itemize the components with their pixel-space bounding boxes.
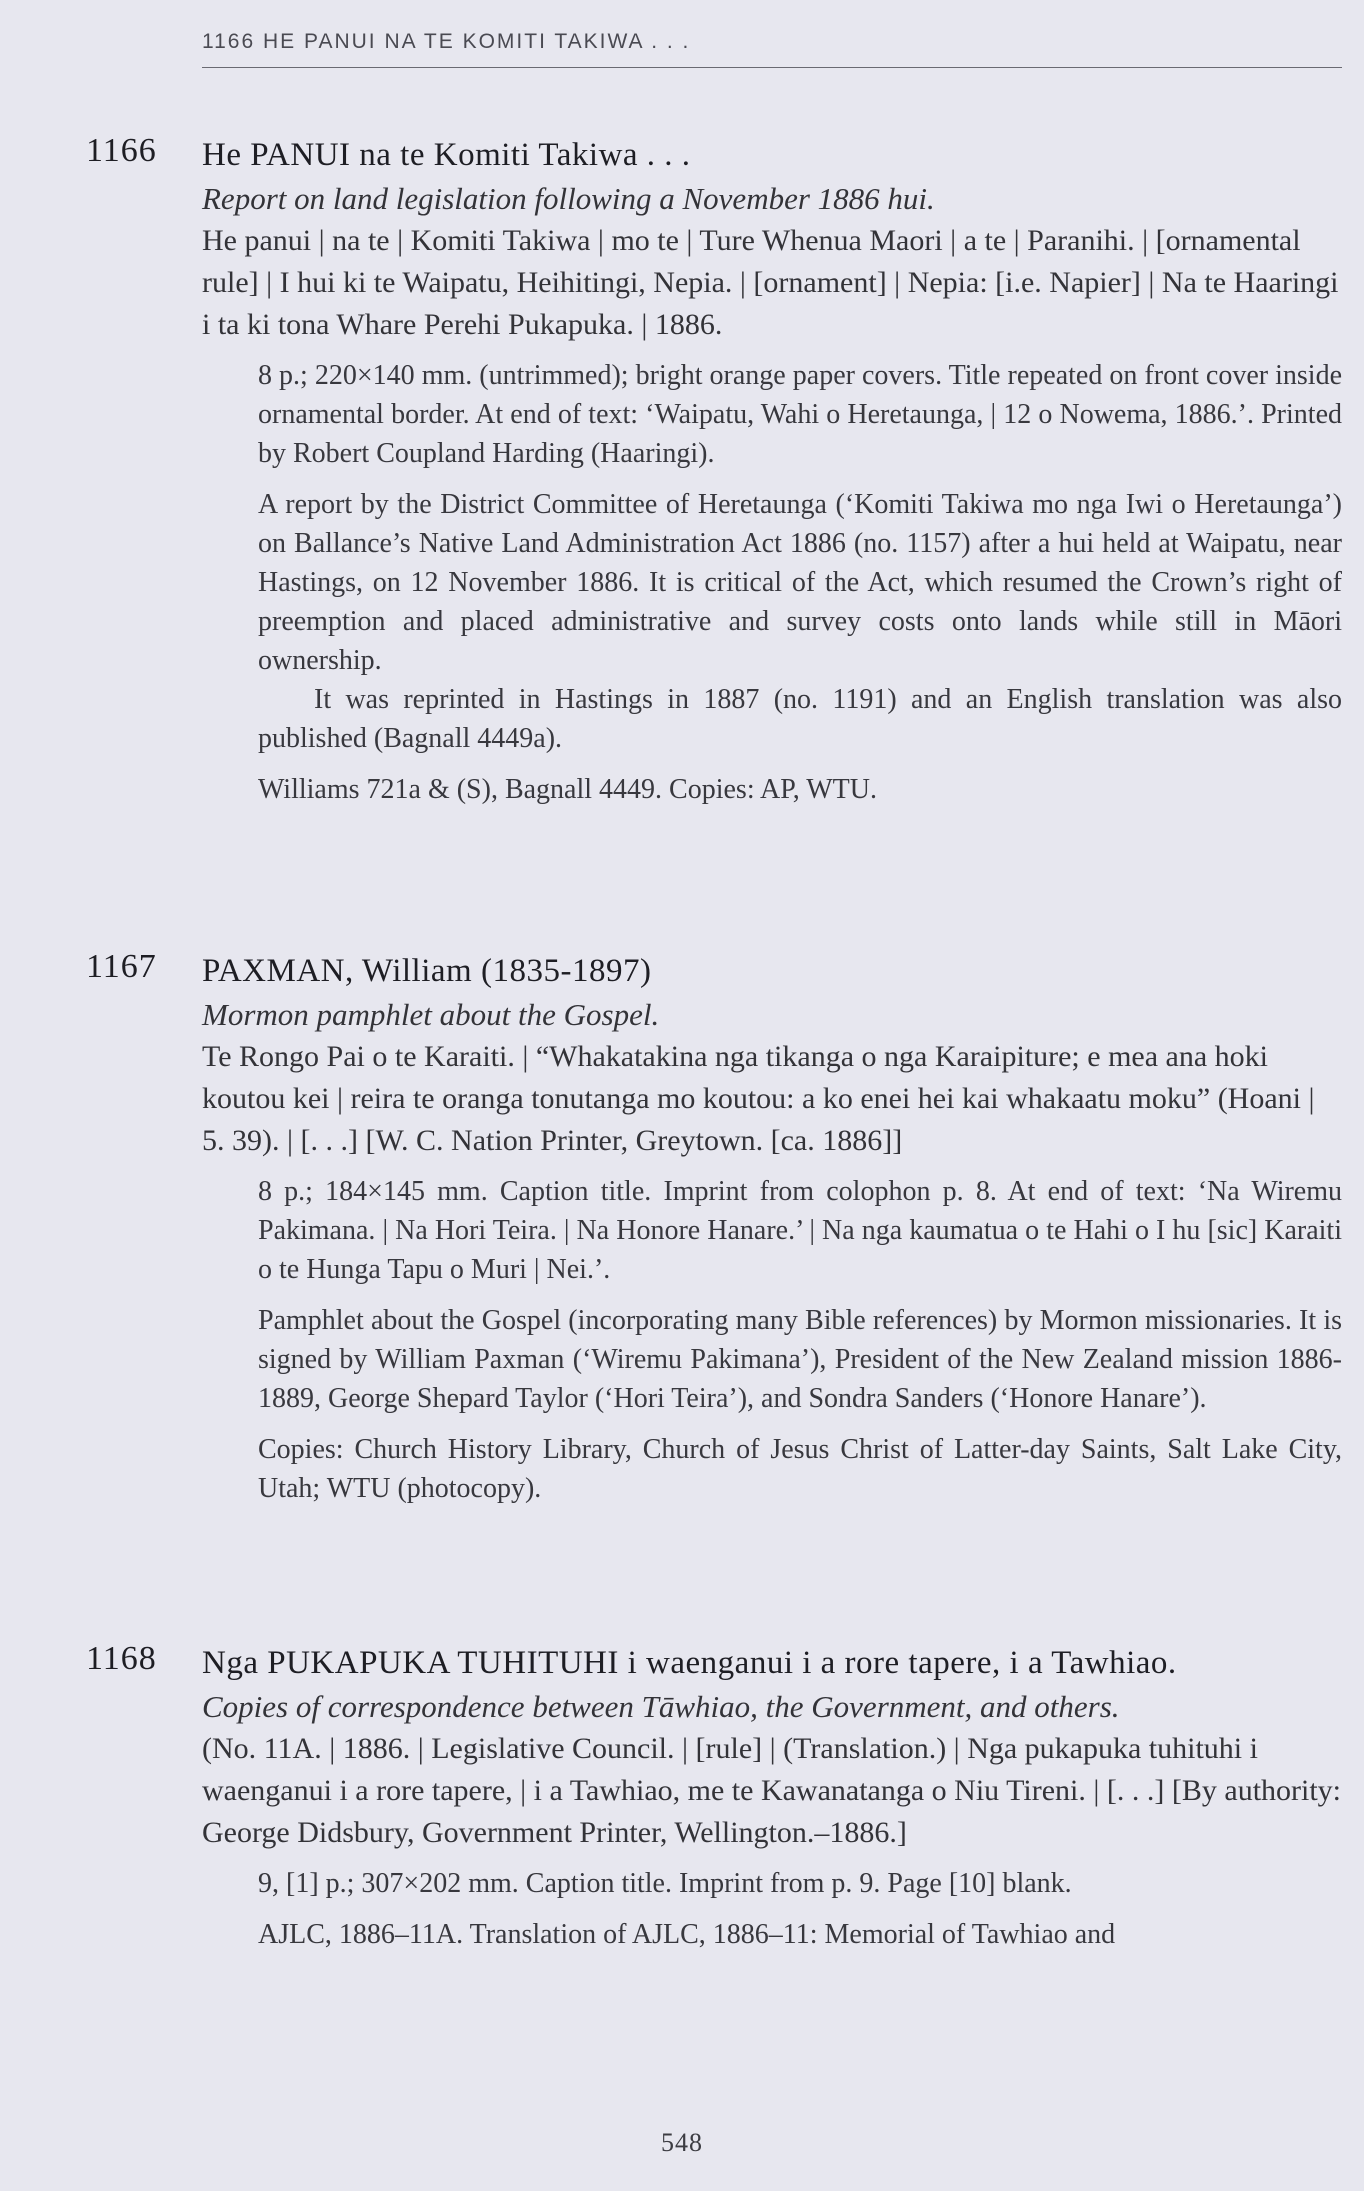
entry-number: 1166 <box>86 132 157 169</box>
entry-transcription: (No. 11A. | 1886. | Legislative Council. | [rule] | (Translation.) | Nga pukapuka tuhituhi i waenganui i a rore tapere, | i a Tawhiao, me te Kawanatanga o Niu Tireni. | [. . .] [By authority: George Didsbury, Government Printer, Wellington.–1886.] <box>202 1732 1342 1849</box>
entry-body <box>202 132 1342 821</box>
entry-title <box>202 132 1342 178</box>
entry-description: Report on land legislation following a November 1886 hui. <box>202 181 935 216</box>
entry-title-text: PAXMAN, William <box>202 953 473 989</box>
entry-number: 1168 <box>86 1640 157 1677</box>
commentary-continued: It was reprinted in Hastings in 1887 (no. 1191) and an English translation was also published (Bagnall 4449a). <box>258 684 1342 754</box>
physical-description: 8 p.; 220×140 mm. (untrimmed); bright orange paper covers. Title repeated on front cover inside ornamental border. At end of text: ‘Waipatu, Wahi o Heretaunga, | 12 o Nowema, 1886.’. Printed by Robert Coupland Harding (Haaringi). <box>258 360 1342 469</box>
entry-title <box>202 948 1342 994</box>
physical-description: 8 p.; 184×145 mm. Caption title. Imprint from colophon p. 8. At end of text: ‘Na Wiremu Pakimana. | Na Hori Teira. | Na Honore Hanare.’ | Na nga kaumatua o te Hahi o I hu [sic] Karaiti o te Hunga Tapu o Muri | Nei.’. <box>258 1176 1342 1285</box>
entry-body <box>202 948 1342 1520</box>
running-head: 1166 HE PANUI NA TE KOMITI TAKIWA . . . <box>202 30 691 53</box>
entry-title-text: Nga PUKAPUKA TUHITUHI i waenganui i a rore tapere, i a Tawhiao. <box>202 1645 1177 1681</box>
entry-description: Mormon pamphlet about the Gospel. <box>202 997 660 1032</box>
references-copies: Copies: Church History Library, Church of Jesus Christ of Latter-day Saints, Salt Lake City, Utah; WTU (photocopy). <box>258 1434 1342 1504</box>
references-copies: Williams 721a & (S), Bagnall 4449. Copies: AP, WTU. <box>258 774 877 805</box>
entry-transcription: He panui | na te | Komiti Takiwa | mo te | Ture Whenua Maori | a te | Paranihi. | [ornamental rule] | I hui ki te Waipatu, Heihitingi, Nepia. | [ornament] | Nepia: [i.e. Napier] | Na te Haaringi i ta ki tona Whare Perehi Pukapuka. | 1886. <box>202 224 1339 341</box>
commentary: A report by the District Committee of Heretaunga (‘Komiti Takiwa mo nga Iwi o Heretaunga’) on Ballance’s Native Land Administration Act 1886 (no. 1157) after a hui held at Waipatu, near Hastings, on 12 November 1886. It is critical of the Act, which resumed the Crown’s right of preemption and placed administrative and survey costs onto lands while still in Māori ownership. <box>258 489 1342 676</box>
physical-description: 9, [1] p.; 307×202 mm. Caption title. Imprint from p. 9. Page [10] blank. <box>258 1868 1072 1899</box>
entry-dates: (1835-1897) <box>480 953 652 989</box>
entry-notes <box>258 356 1342 809</box>
entry-notes <box>258 1864 1342 1954</box>
page-number: 548 <box>661 2128 703 2157</box>
references-copies: AJLC, 1886–11A. Translation of AJLC, 1886–11: Memorial of Tawhiao and <box>258 1919 1116 1950</box>
entry-title <box>202 1640 1342 1686</box>
commentary: Pamphlet about the Gospel (incorporating many Bible references) by Mormon missionaries. It is signed by William Paxman (‘Wiremu Pakimana’), President of the New Zealand mission 1886-1889, George Shepard Taylor (‘Hori Teira’), and Sondra Sanders (‘Honore Hanare’). <box>258 1305 1342 1414</box>
entry-body <box>202 1640 1342 1966</box>
entry-title-text: He PANUI na te Komiti Takiwa . . . <box>202 137 691 173</box>
entry-notes <box>258 1172 1342 1508</box>
entry-description: Copies of correspondence between Tāwhiao, the Government, and others. <box>202 1689 1120 1724</box>
entry-number: 1167 <box>86 948 157 985</box>
entry-transcription: Te Rongo Pai o te Karaiti. | “Whakatakina nga tikanga o nga Karaipiture; e mea ana hoki koutou kei | reira te oranga tonutanga mo koutou: a ko enei hei kai whakaatu moku” (Hoani | 5. 39). | [. . .] [W. C. Nation Printer, Greytown. [ca. 1886]] <box>202 1040 1315 1157</box>
header-rule <box>202 67 1342 68</box>
